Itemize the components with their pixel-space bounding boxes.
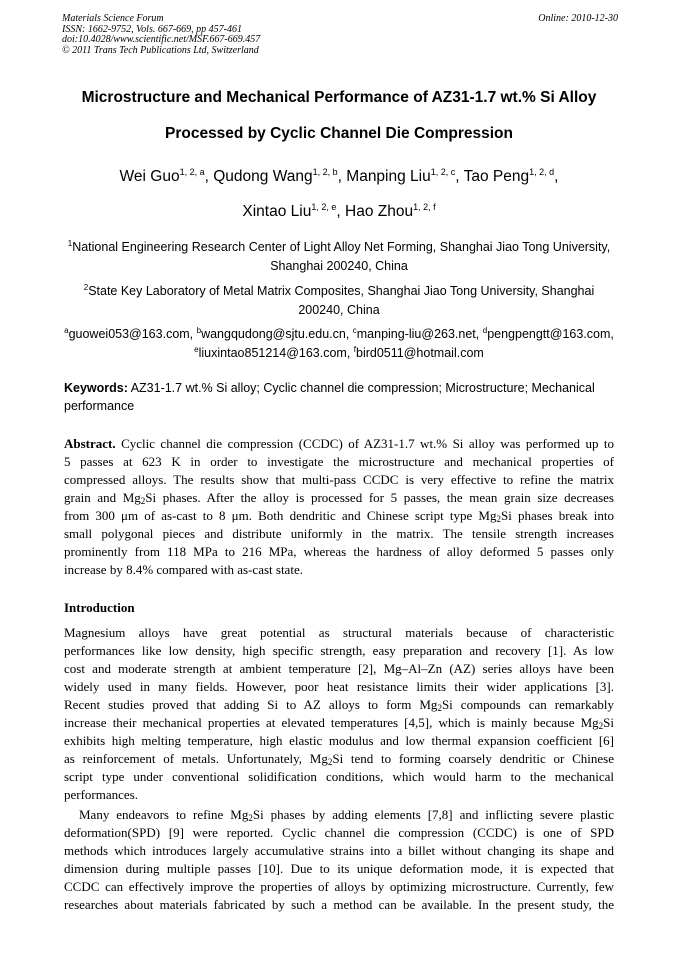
journal-name: Materials Science Forum <box>62 13 164 24</box>
email-address[interactable]: liuxintao851214@163.com, <box>198 346 354 360</box>
author-sep: , <box>554 168 559 185</box>
intro-line <box>64 751 614 767</box>
email-line-1 <box>40 327 638 341</box>
email-address[interactable]: guowei053@163.com, <box>68 327 197 341</box>
intro-line: exhibits high melting temperature, high elastic modulus and low thermal expansion coefficient [6] <box>64 733 614 748</box>
subscript: 2 <box>437 703 442 713</box>
paper-title-line-1: Microstructure and Mechanical Performance of AZ31-1.7 wt.% Si Alloy <box>81 89 597 106</box>
abstract-line-8: increase by 8.4% compared with as-cast state. <box>64 562 303 577</box>
issn-line: ISSN: 1662-9752, Vols. 667-669, pp 457-461 <box>62 23 242 35</box>
affiliation-1-line-1 <box>40 240 638 254</box>
subscript: 2 <box>496 514 501 524</box>
author-name: Qudong Wang <box>213 168 313 185</box>
author-sep: , <box>204 168 214 185</box>
intro-text: increase their mechanical properties at elevated temperatures [4,5], which is mainly because Mg <box>64 715 599 730</box>
intro-text: Si compounds can remarkably <box>441 697 615 712</box>
affiliation-text: National Engineering Research Center of Light Alloy Net Forming, Shanghai Jiao Tong University, <box>72 240 611 254</box>
intro-line <box>64 715 614 731</box>
email-sup: f <box>353 345 357 354</box>
abstract-text: Si phases break into <box>500 508 614 523</box>
affiliation-sup: 1 <box>67 239 73 248</box>
intro-line: CCDC can effectively improve the properties of alloys by optimizing microstructure. Currently, few <box>64 879 614 894</box>
author-name: Xintao Liu <box>242 203 312 220</box>
affiliation-sup: 2 <box>83 283 89 292</box>
email-sup: a <box>64 326 69 335</box>
email-address[interactable]: bird0511@hotmail.com <box>356 346 484 360</box>
email-address[interactable]: pengpengtt@163.com, <box>487 327 614 341</box>
keywords-line-2: performance <box>64 399 135 413</box>
affiliation-2-line-2: 200240, China <box>298 303 380 317</box>
abstract-text: Si phases. After the alloy is processed for 5 passes, the mean grain size decreases <box>145 490 614 505</box>
email-line-2 <box>40 346 638 360</box>
intro-line: performances. <box>64 787 138 802</box>
intro-text: Recent studies proved that adding Si to AZ alloys to form Mg <box>64 697 438 712</box>
email-sup: b <box>196 326 202 335</box>
email-address[interactable]: wangqudong@sjtu.edu.cn, <box>201 327 353 341</box>
keywords-label: Keywords: <box>64 381 128 395</box>
author-sup: 1, 2, e <box>311 202 337 212</box>
intro-text: Many endeavors to refine Mg <box>79 807 249 822</box>
journal-header <box>62 14 618 56</box>
intro-text: as reinforcement of metals. Unfortunately, Mg <box>64 751 328 766</box>
author-name: Hao Zhou <box>345 203 414 220</box>
intro-text: Si phases by adding elements [7,8] and inflicting severe plastic <box>252 807 614 822</box>
author-sep: , <box>455 168 464 185</box>
email-sup: c <box>352 326 357 335</box>
email-sup: e <box>194 345 199 354</box>
intro-line <box>64 697 614 713</box>
email-sup: d <box>482 326 488 335</box>
abstract-label: Abstract. <box>64 436 116 451</box>
copyright-line: © 2011 Trans Tech Publications Ltd, Switzerland <box>62 44 259 56</box>
subscript: 2 <box>248 813 253 823</box>
intro-line <box>79 807 614 823</box>
abstract-line-4 <box>64 490 614 506</box>
author-sup: 1, 2, d <box>529 167 555 177</box>
intro-text: Si <box>603 715 614 730</box>
paper-title-line-2: Processed by Cyclic Channel Die Compression <box>164 125 513 142</box>
author-name: Wei Guo <box>119 168 180 185</box>
keywords-line-1 <box>64 381 620 395</box>
abstract-line-1 <box>64 436 614 452</box>
abstract-text: grain and Mg <box>64 490 141 505</box>
abstract-line-3: compressed alloys. The results show that multi-pass CCDC is very effective to refine the matrix <box>64 472 614 487</box>
author-sep: , <box>337 168 347 185</box>
author-list-line-2 <box>30 203 648 221</box>
author-sup: 1, 2, a <box>179 167 205 177</box>
keywords-text: AZ31-1.7 wt.% Si alloy; Cyclic channel die compression; Microstructure; Mechanical <box>127 381 595 395</box>
author-sup: 1, 2, f <box>413 202 436 212</box>
affiliation-text: State Key Laboratory of Metal Matrix Composites, Shanghai Jiao Tong University, Shanghai <box>88 284 595 298</box>
intro-line: dimension during multiple passes [10]. Due to its unique deformation mode, it is expected that <box>64 861 614 876</box>
intro-line: researches about materials fabricated by such a method can be available. In the present study, the <box>64 897 614 912</box>
affiliation-1-line-2: Shanghai 200240, China <box>270 259 408 273</box>
abstract-text: Cyclic channel die compression (CCDC) of AZ31-1.7 wt.% Si alloy was performed up to <box>115 436 614 451</box>
subscript: 2 <box>140 496 146 506</box>
doi-line: doi:10.4028/www.scientific.net/MSF.667-669.457 <box>62 34 261 45</box>
intro-line: methods which introduces largely accumulative strains into a billet without changing its shape and <box>64 843 614 858</box>
introduction-heading: Introduction <box>64 600 135 615</box>
abstract-line-2: 5 passes at 623 K in order to investigate the microstructure and mechanical properties of <box>64 454 614 469</box>
intro-line: script type under conventional solidification conditions, which would harm to the mechanical <box>64 769 614 784</box>
abstract-line-7: prominently from 118 MPa to 216 MPa, whereas the hardness of alloy deformed 5 passes only <box>64 544 614 559</box>
abstract-line-6: small polygonal pieces and distribute uniformly in the matrix. The tensile strength increases <box>64 526 614 541</box>
author-name: Tao Peng <box>463 168 530 185</box>
online-date: Online: 2010-12-30 <box>538 13 618 24</box>
author-sup: 1, 2, b <box>312 167 338 177</box>
subscript: 2 <box>327 757 333 767</box>
author-sep: , <box>336 203 345 220</box>
intro-line: widely used in many fields. However, poor heat resistance limits their wider applications [3]. <box>64 679 614 694</box>
author-sup: 1, 2, c <box>430 167 456 177</box>
intro-line: cost and moderate strength at ambient temperature [2], Mg–Al–Zn (AZ) series alloys have been <box>64 661 614 676</box>
subscript: 2 <box>598 721 604 731</box>
abstract-text: from 300 μm of as-cast to 8 μm. Both dendritic and Chinese script type Mg <box>64 508 497 523</box>
intro-line: Magnesium alloys have great potential as structural materials because of characteristic <box>64 625 614 640</box>
intro-text: Si tend to forming coarsely dendritic or Chinese <box>332 751 614 766</box>
abstract-line-5 <box>64 508 614 524</box>
author-name: Manping Liu <box>346 168 431 185</box>
author-list-line-1 <box>30 168 648 186</box>
affiliation-2-line-1 <box>40 284 638 298</box>
intro-line: performances like low density, high specific strength, easy preparation and recovery [1]. As low <box>64 643 614 658</box>
intro-line: deformation(SPD) [9] were reported. Cyclic channel die compression (CCDC) is one of SPD <box>64 825 614 840</box>
email-address[interactable]: manping-liu@263.net, <box>356 327 483 341</box>
